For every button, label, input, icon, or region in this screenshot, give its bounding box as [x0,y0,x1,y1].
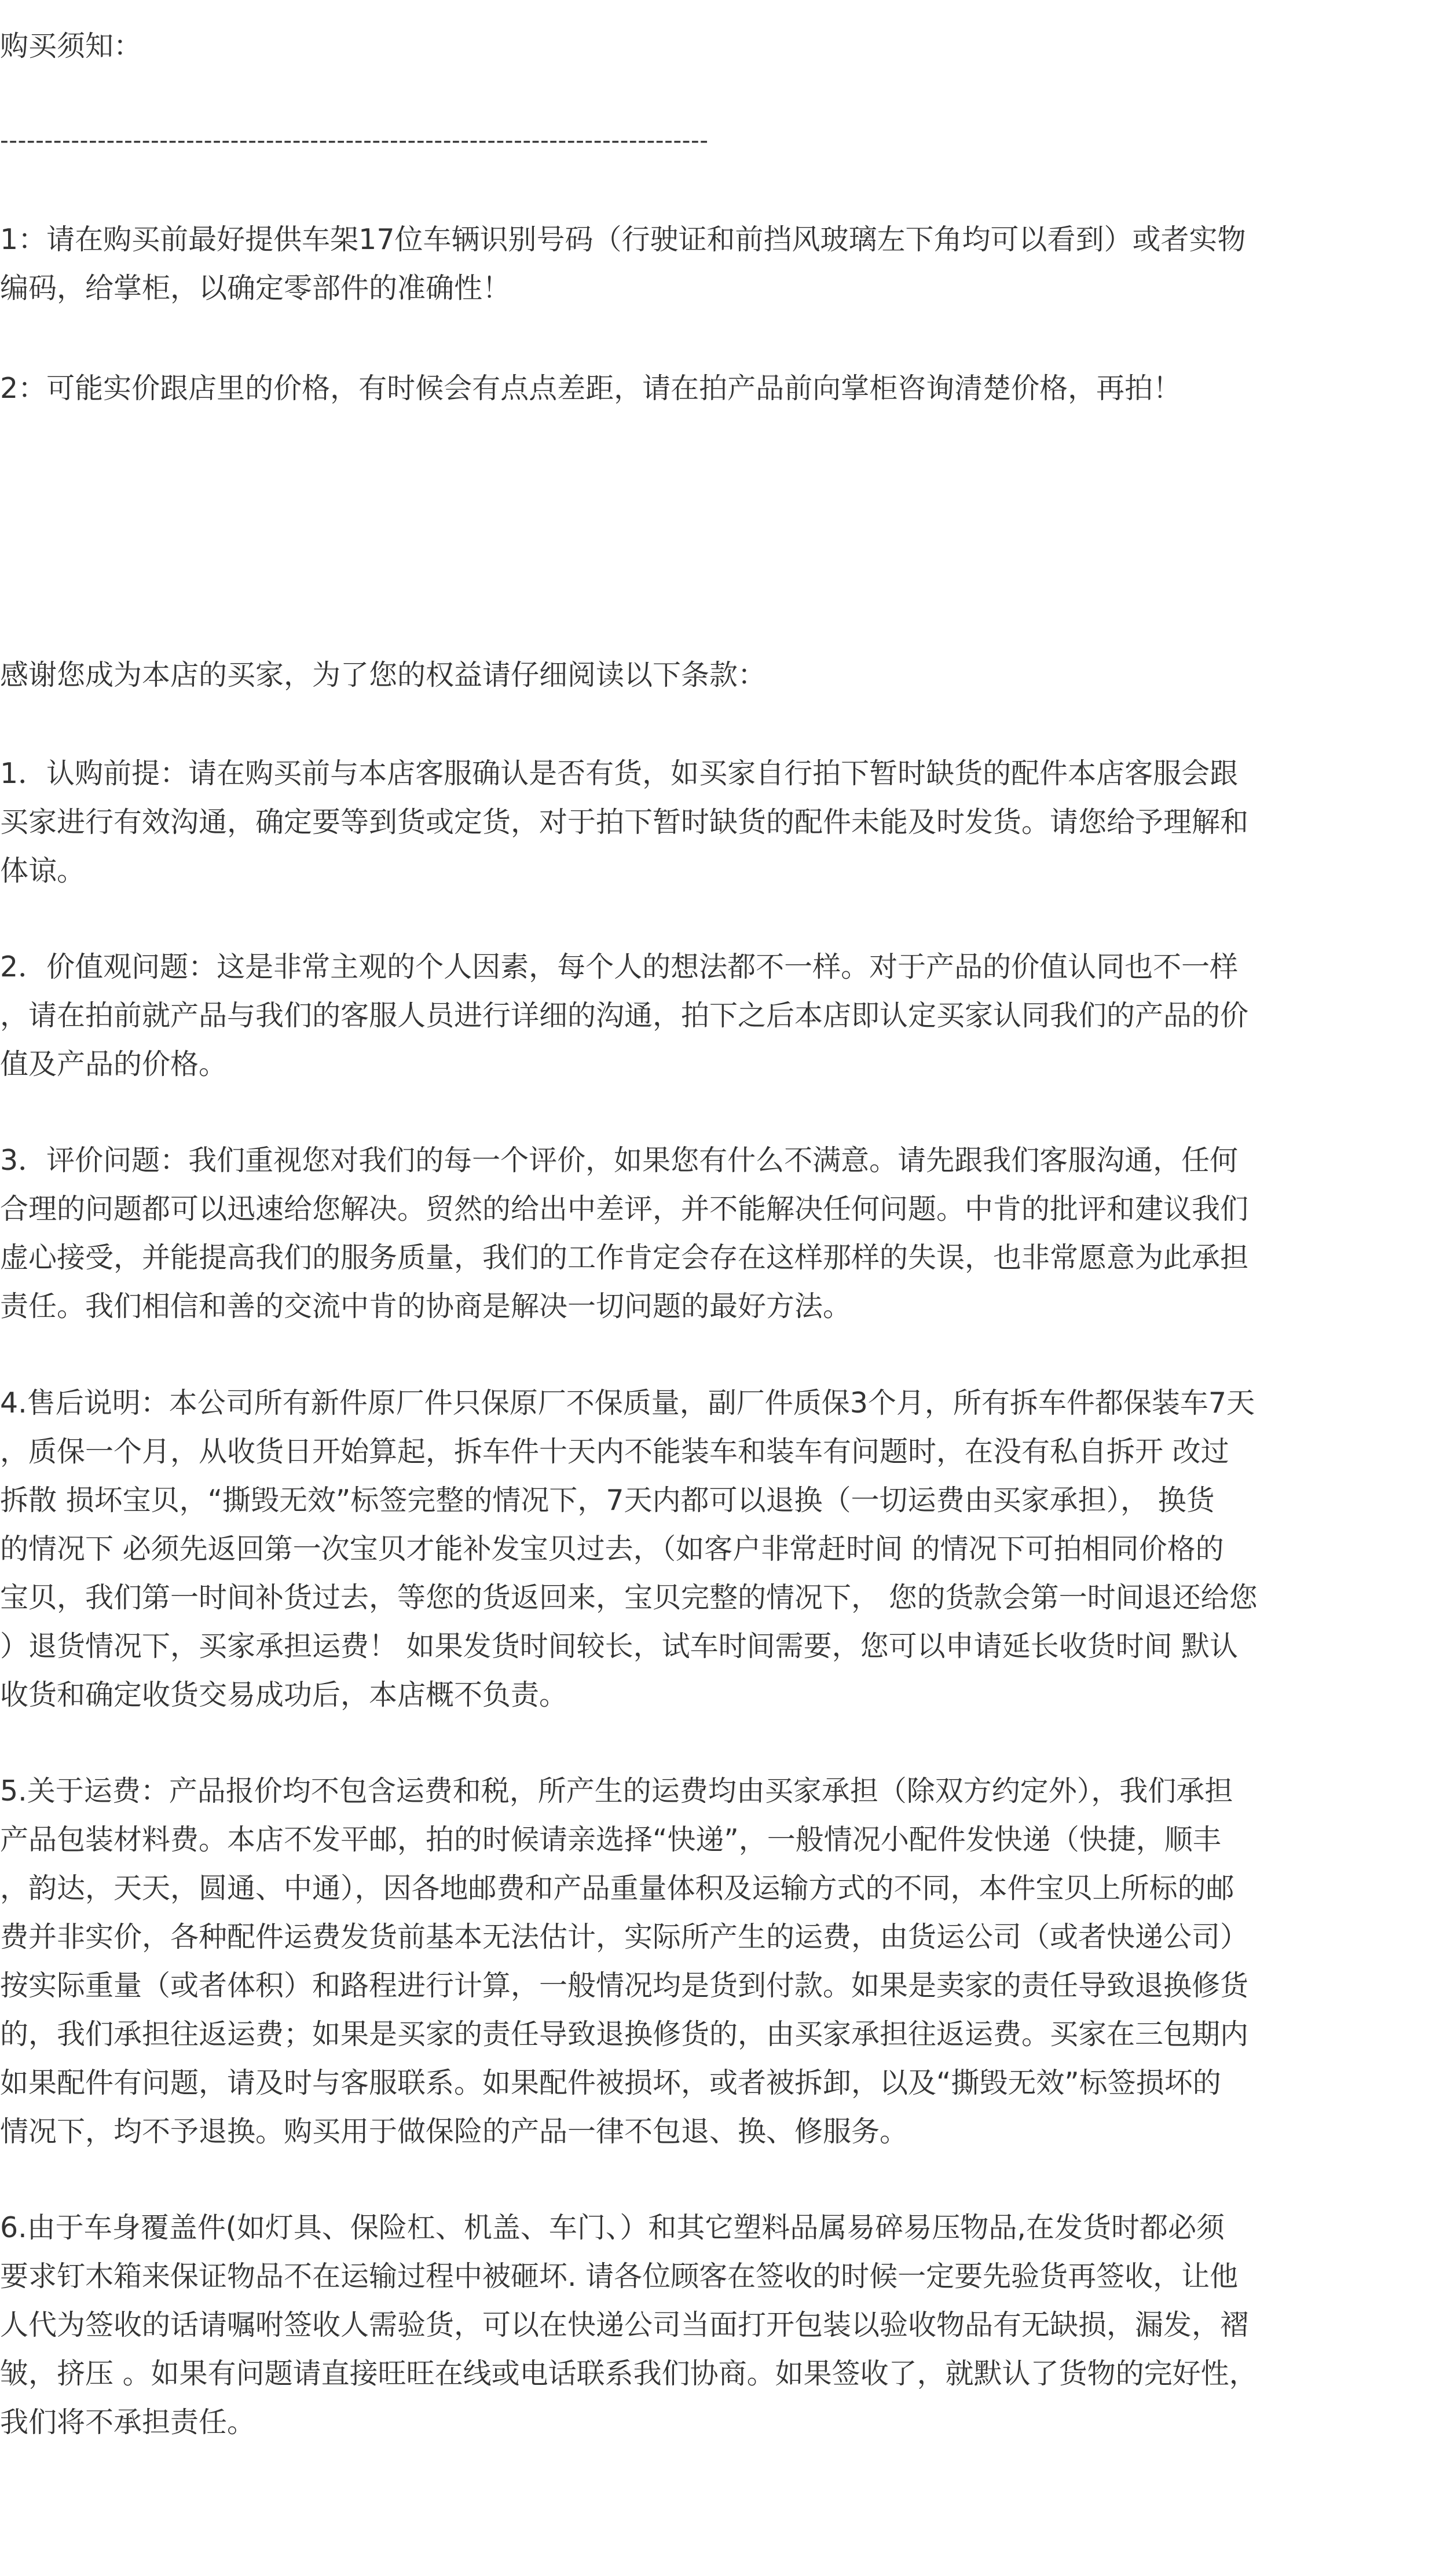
clause-5-line-8: 情况下，均不予退换。购买用于做保险的产品一律不包退、换、修服务。 [0,2115,909,2148]
notice-1-line-2: 编码，给掌柜，以确定零部件的准确性！ [0,272,511,305]
clause-5-line-5: 按实际重量（或者体积）和路程进行计算，一般情况均是货到付款。如果是卖家的责任导致退换修货 [0,1969,1249,2002]
clause-4-line-6: ）退货情况下，买家承担运费！ 如果发货时间较长，试车时间需要，您可以申请延长收货时间 默认 [0,1630,1239,1663]
clause-5-line-4: 费并非实价，各种配件运费发货前基本无法估计，实际所产生的运费，由货运公司（或者快递公司） [0,1920,1249,1953]
clause-3-line-4: 责任。我们相信和善的交流中肯的协商是解决一切问题的最好方法。 [0,1290,852,1323]
clause-4-line-1: 4.售后说明：本公司所有新件原厂件只保原厂不保质量，副厂件质保3个月，所有拆车件都保装车7天 [0,1386,1255,1419]
divider-line: -------------------------------------------------------------------------------- [0,126,709,154]
clause-6-line-5: 我们将不承担责任。 [0,2406,256,2439]
clause-5-line-6: 的，我们承担往返运费；如果是买家的责任导致退换修货的，由买家承担往返运费。买家在三包期内 [0,2018,1249,2051]
clause-4-line-7: 收货和确定收货交易成功后，本店概不负责。 [0,1678,568,1711]
clause-2-line-1: 2．价值观问题：这是非常主观的个人因素，每个人的想法都不一样。对于产品的价值认同也不一样 [0,950,1239,983]
clause-5-line-2: 产品包装材料费。本店不发平邮，拍的时候请亲选择“快递”，一般情况小配件发快递（快捷，顺丰 [0,1823,1221,1856]
clause-6-line-3: 人代为签收的话请嘱咐签收人需验货，可以在快递公司当面打开包装以验收物品有无缺损，漏发，褶 [0,2308,1249,2341]
clause-6-line-1: 6.由于车身覆盖件(如灯具、保险杠、机盖、车门、）和其它塑料品属易碎易压物品,在发货时都必须 [0,2211,1225,2244]
clause-6-line-4: 皱，挤压 。如果有问题请直接旺旺在线或电话联系我们协商。如果签收了，就默认了货物的完好性， [0,2357,1258,2390]
clause-3-line-3: 虚心接受，并能提高我们的服务质量，我们的工作肯定会存在这样那样的失误，也非常愿意为此承担 [0,1241,1249,1274]
notice-2-line-1: 2：可能实价跟店里的价格，有时候会有点点差距，请在拍产品前向掌柜咨询清楚价格，再拍！ [0,372,1182,405]
clause-4-line-5: 宝贝，我们第一时间补货过去，等您的货返回来，宝贝完整的情况下， 您的货款会第一时间退还给您 [0,1581,1258,1614]
clause-4-line-4: 的情况下 必须先返回第一次宝贝才能补发宝贝过去，（如客户非常赶时间 的情况下可拍相同价格的 [0,1532,1224,1565]
clause-5-line-1: 5.关于运费：产品报价均不包含运费和税，所产生的运费均由买家承担（除双方约定外），我们承担 [0,1774,1233,1807]
notice-heading: 购买须知： [0,30,142,63]
clause-2-line-3: 值及产品的价格。 [0,1048,228,1081]
clause-1-line-1: 1．认购前提：请在购买前与本店客服确认是否有货，如买家自行拍下暂时缺货的配件本店客服会跟 [0,757,1239,790]
notice-1-line-1: 1：请在购买前最好提供车架17位车辆识别号码（行驶证和前挡风玻璃左下角均可以看到）或者实物 [0,223,1246,256]
clause-3-line-1: 3．评价问题：我们重视您对我们的每一个评价，如果您有什么不满意。请先跟我们客服沟通，任何 [0,1144,1239,1177]
clause-4-line-3: 拆散 损坏宝贝，“撕毁无效”标签完整的情况下，7天内都可以退换（一切运费由买家承担）， 换货 [0,1484,1215,1517]
clause-4-line-2: ，质保一个月，从收货日开始算起，拆车件十天内不能装车和装车有问题时，在没有私自拆开 改过 [0,1435,1229,1468]
clause-1-line-3: 体谅。 [0,854,86,887]
clause-3-line-2: 合理的问题都可以迅速给您解决。贸然的给出中差评，并不能解决任何问题。中肯的批评和建议我们 [0,1192,1249,1225]
intro-text: 感谢您成为本店的买家，为了您的权益请仔细阅读以下条款： [0,658,767,691]
clause-5-line-3: ，韵达，天天，圆通、中通），因各地邮费和产品重量体积及运输方式的不同，本件宝贝上所标的邮 [0,1872,1234,1905]
clause-5-line-7: 如果配件有问题，请及时与客服联系。如果配件被损坏，或者被拆卸，以及“撕毁无效”标签损坏的 [0,2066,1221,2099]
clause-6-line-2: 要求钉木箱来保证物品不在运输过程中被砸坏. 请各位顾客在签收的时候一定要先验货再签收，让他 [0,2260,1239,2293]
clause-1-line-2: 买家进行有效沟通，确定要等到货或定货，对于拍下暂时缺货的配件未能及时发货。请您给予理解和 [0,806,1249,839]
clause-2-line-2: ，请在拍前就产品与我们的客服人员进行详细的沟通，拍下之后本店即认定买家认同我们的产品的价 [0,999,1249,1032]
